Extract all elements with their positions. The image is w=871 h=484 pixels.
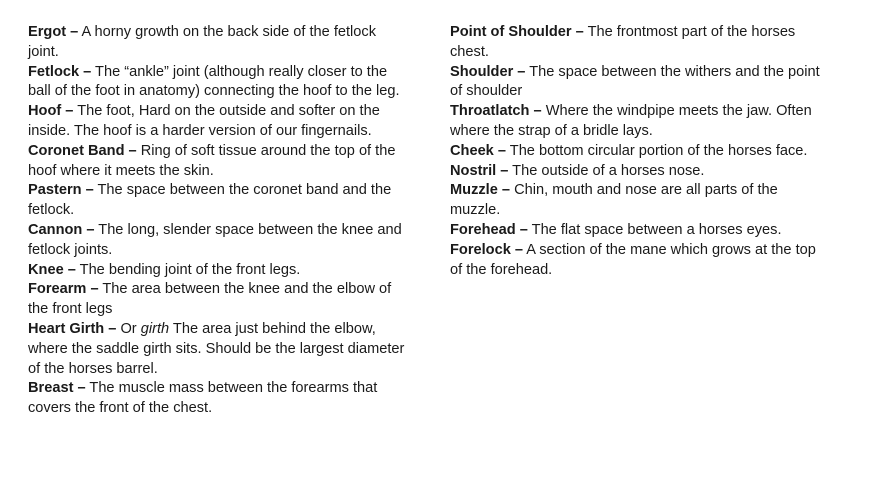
glossary-definition: The flat space between a horses eyes. bbox=[527, 221, 782, 238]
glossary-entry-breast bbox=[28, 379, 408, 419]
glossary-definition: A section of the mane which grows at the top of the forehead. bbox=[450, 241, 816, 278]
glossary-entry-throatlatch bbox=[450, 102, 830, 142]
glossary-left-column bbox=[28, 23, 408, 419]
glossary-entry-heart-girth bbox=[28, 320, 408, 379]
glossary-definition: Where the windpipe meets the jaw. Often where the strap of a bridle lays. bbox=[450, 103, 812, 139]
glossary-definition: The long, slender space between the knee and fetlock joints. bbox=[28, 221, 402, 258]
glossary-entry-forehead bbox=[450, 221, 830, 241]
glossary-definition: The frontmost part of the horses chest. bbox=[450, 24, 796, 60]
glossary-term: Forelock – bbox=[450, 241, 523, 258]
glossary-definition: The area just behind the elbow, where the saddle girth sits. Should be the largest diameter of the horses barrel. bbox=[28, 320, 405, 377]
glossary-definition: The “ankle” joint (although really closer to the ball of the foot in anatomy) connecting the hoof to the leg. bbox=[28, 63, 400, 100]
glossary-entry-cannon bbox=[28, 221, 408, 261]
glossary-term: Pastern – bbox=[28, 182, 94, 199]
glossary-term: Point of Shoulder – bbox=[450, 24, 584, 40]
glossary-term: Fetlock – bbox=[28, 63, 92, 80]
glossary-entry-hoof bbox=[28, 102, 408, 142]
glossary-definition: Ring of soft tissue around the top of the hoof where it meets the skin. bbox=[28, 142, 396, 179]
glossary-term: Heart Girth – bbox=[28, 320, 117, 337]
glossary-entry-forelock bbox=[450, 241, 830, 281]
glossary-entry-ergot bbox=[28, 23, 408, 63]
glossary-term: Coronet Band – bbox=[28, 142, 137, 159]
glossary-definition-prefix: Or bbox=[116, 320, 141, 337]
glossary-term: Breast – bbox=[28, 380, 86, 397]
glossary-term: Throatlatch – bbox=[450, 103, 542, 120]
glossary-entry-forearm bbox=[28, 280, 408, 320]
glossary-term: Forehead – bbox=[450, 221, 528, 238]
glossary-entry-shoulder bbox=[450, 63, 830, 103]
glossary-definition-emphasis: girth bbox=[140, 320, 170, 337]
glossary-entry-fetlock bbox=[28, 63, 408, 103]
glossary-entry-nostril bbox=[450, 162, 830, 182]
glossary-entry-coronet-band bbox=[28, 142, 408, 182]
glossary-entry-pastern bbox=[28, 181, 408, 221]
glossary-definition: The bottom circular portion of the horses face. bbox=[505, 142, 808, 159]
glossary-entry-muzzle bbox=[450, 181, 830, 221]
glossary-term: Knee – bbox=[28, 261, 76, 278]
glossary-definition: The space between the withers and the point of shoulder bbox=[450, 63, 820, 100]
glossary-definition: The area between the knee and the elbow of the front legs bbox=[28, 281, 392, 318]
glossary-term: Cheek – bbox=[450, 142, 506, 159]
glossary-entry-knee bbox=[28, 261, 408, 281]
glossary-right-column bbox=[450, 23, 830, 280]
glossary-term: Nostril – bbox=[450, 162, 509, 179]
glossary-term: Shoulder – bbox=[450, 63, 526, 80]
glossary-entry-cheek bbox=[450, 142, 830, 162]
glossary-entry-point-of-shoulder bbox=[450, 23, 830, 63]
glossary-term: Forearm – bbox=[28, 281, 99, 298]
glossary-term: Hoof – bbox=[28, 103, 74, 120]
glossary-definition: The space between the coronet band and the fetlock. bbox=[28, 182, 392, 219]
glossary-term: Ergot – bbox=[28, 24, 79, 40]
glossary-definition: The foot, Hard on the outside and softer on the inside. The hoof is a harder version of our fingernails. bbox=[28, 103, 380, 139]
glossary-definition: Chin, mouth and nose are all parts of the muzzle. bbox=[450, 182, 778, 219]
glossary-definition: The bending joint of the front legs. bbox=[75, 261, 301, 278]
glossary-definition: The outside of a horses nose. bbox=[508, 162, 705, 179]
glossary-term: Cannon – bbox=[28, 221, 95, 238]
glossary-term: Muzzle – bbox=[450, 182, 511, 199]
glossary-definition: The muscle mass between the forearms that covers the front of the chest. bbox=[28, 380, 378, 417]
glossary-definition: A horny growth on the back side of the fetlock joint. bbox=[28, 24, 377, 60]
